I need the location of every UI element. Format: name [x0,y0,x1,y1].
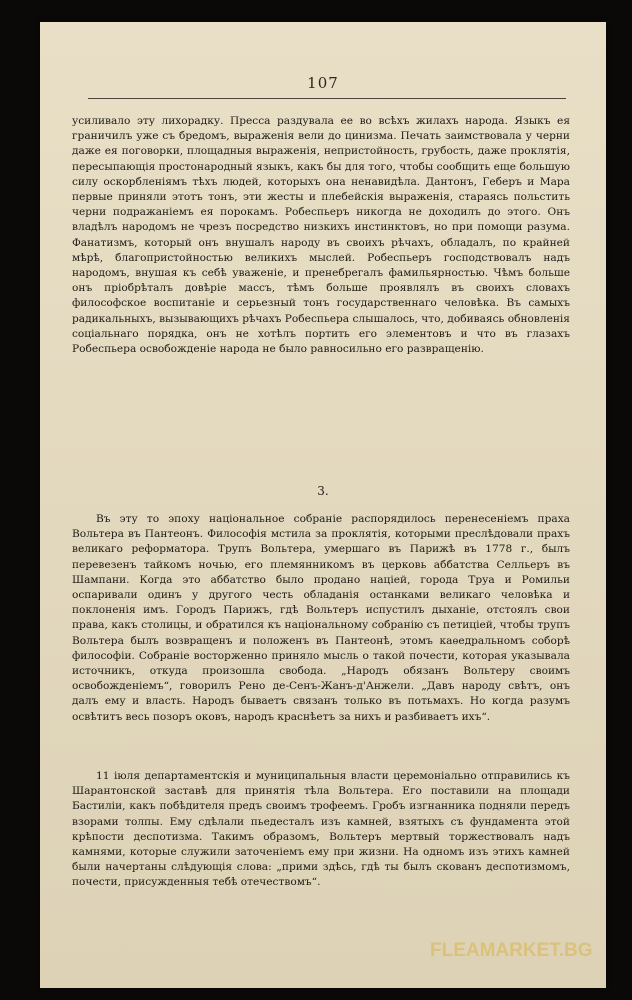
paragraph-2: Въ эту то эпоху національное собраніе распорядилось перенесеніемъ праха Вольтера въ Пантеонъ. Философія мстила за проклятія, которыми преслѣдовали прахъ великаго реформатора. Трупъ Вольтера, умершаго въ Парижѣ въ 1778 г., былъ перевезенъ тайкомъ ночью, его племянникомъ въ церковь аббатства Селльеръ въ Шампани. Когда это аббатство было продано націей, города Труа и Ромильи оспаривали одинъ у другого честь обладанія останками великаго человѣка и поклоненія имъ. Городъ Парижъ, гдѣ Вольтеръ испустилъ дыханіе, отстоялъ свои права, какъ столицы, и обратился къ національному собранію съ петиціей, чтобы трупъ Вольтера былъ возвращенъ и положенъ въ Пантеонѣ, этомъ каѳедральномъ соборѣ философіи. Собраніе восторженно приняло мысль о такой почести, которая указывала источникъ, откуда произошла свобода. „Народъ обязанъ Вольтеру своимъ освобожденіемъ“, говорилъ Рено де-Сенъ-Жанъ-д'Анжели. „Давъ народу свѣтъ, онъ далъ ему и власть. Народъ бываетъ связанъ только въ потьмахъ. Но когда разумъ освѣтитъ весь позоръ оковъ, народъ краснѣетъ за нихъ и разбиваетъ ихъ“. [72,513,570,723]
book-page [40,22,606,988]
page-number: 107 [307,74,339,92]
header-rule [88,98,566,99]
paragraph-1: усиливало эту лихорадку. Пресса раздувала ее во всѣхъ жилахъ народа. Языкъ ея граничилъ уже съ бредомъ, выраженія вели до цинизма. Печать заимствовала у черни даже ея поговорки, площадныя выраженія, непристойность, грубость, даже проклятія, пересыпающія простонародный языкъ, какъ бы для того, чтобы сообщить еще большую силу оскорбленіямъ тѣхъ людей, которыхъ она ненавидѣла. Дантонъ, Геберъ и Мара первые приняли этотъ тонъ, эти жесты и плебейскія выраженія, стараясь польстить черни подражаніемъ ея порокамъ. Робеспьеръ никогда не доходилъ до этого. Онъ владѣлъ народомъ не чрезъ посредство низкихъ инстинктовъ, но при помощи разума. Фанатизмъ, который онъ внушалъ народу въ своихъ рѣчахъ, обладалъ, по крайней мѣрѣ, благопристойностью великихъ мыслей. Робеспьеръ господствовалъ надъ народомъ, внушая къ себѣ уваженіе, и пренебрегалъ фамильярностью. Чѣмъ больше онъ пріобрѣталъ довѣріе массъ, тѣмъ больше проявлялъ въ своихъ словахъ философское воспитаніе и серьезный тонъ государственнаго человѣка. Въ самыхъ радикальныхъ, вызывающихъ рѣчахъ Робеспьера слышалось, что, добиваясь обновленія соціальнаго порядка, онъ не хотѣлъ портить его элементовъ и что въ глазахъ Робеспьера освобожденіе народа не было равносильно его развращенію. [72,115,570,356]
paragraph-3: 11 іюля департаментскія и муниципальныя власти церемоніально отправились къ Шарантонской заставѣ для принятія тѣла Вольтера. Его поставили на площади Бастиліи, какъ побѣдителя предъ своимъ трофеемъ. Гробъ изгнанника подняли передъ взорами толпы. Ему сдѣлали пьедесталъ изъ камней, взятыхъ съ фундамента этой крѣпости деспотизма. Такимъ образомъ, Вольтеръ мертвый торжествовалъ надъ камнями, которые служили заточеніемъ ему при жизни. На одномъ изъ этихъ камней были начертаны слѣдующія слова: „прими здѣсь, гдѣ ты былъ скованъ деспотизмомъ, почести, присужденныя тебѣ отечествомъ“. [72,770,570,889]
section-number: 3. [317,484,329,498]
watermark-logo: FLEAMARKET.BG [430,940,593,961]
